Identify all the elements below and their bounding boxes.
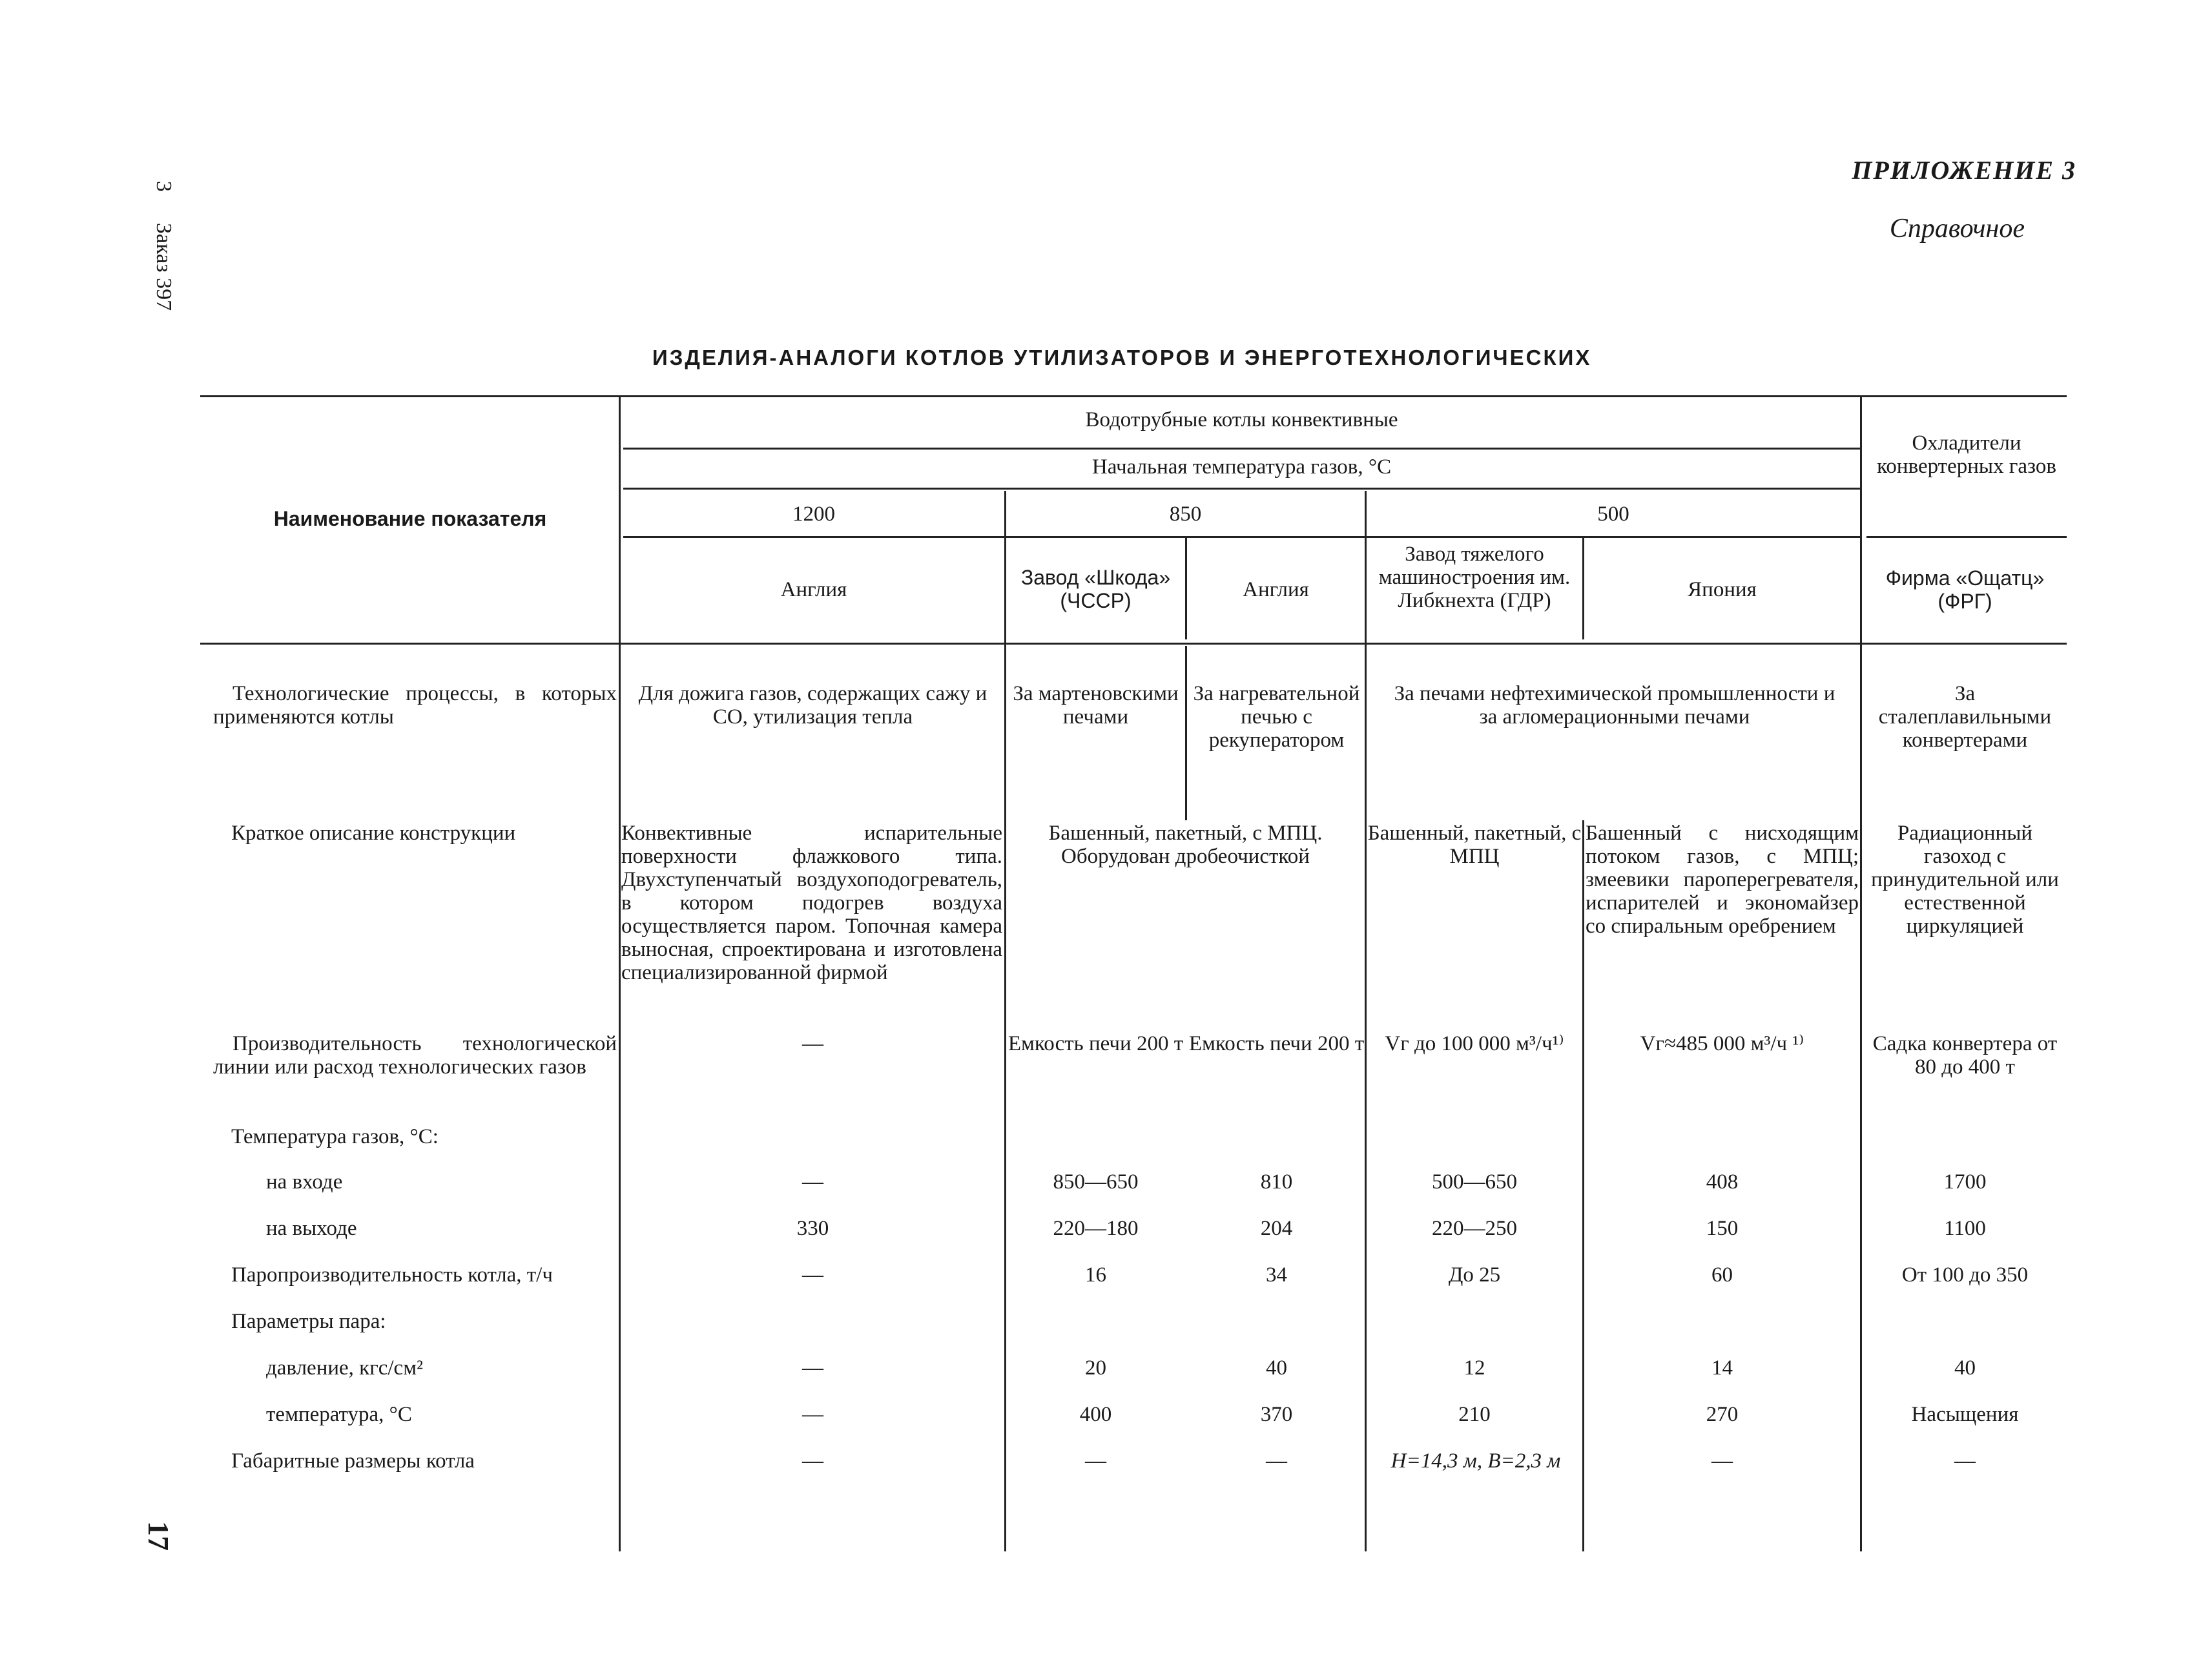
row-process-col1: Для дожига газов, содержащих сажу и СО, утилизация тепла bbox=[638, 682, 987, 729]
row-dimensions-col3: — bbox=[1266, 1449, 1287, 1473]
row-design-col5: Башенный с нисходящим потоком газов, с МПЦ; змеевики пароперегревателя, испарителей и экономайзер со спиральным оребрением bbox=[1586, 822, 1859, 938]
header-temp-500: 500 bbox=[1597, 502, 1629, 526]
row-inlet-col6: 1700 bbox=[1943, 1170, 1987, 1194]
row-dimensions-col2: — bbox=[1085, 1449, 1106, 1473]
row-temperature-col6: Насыщения bbox=[1911, 1403, 2019, 1426]
row-capacity-col1: — bbox=[802, 1032, 823, 1055]
row-steam-output-col5: 60 bbox=[1711, 1263, 1733, 1287]
row-dimensions-col5: — bbox=[1711, 1449, 1733, 1473]
header-parameter-name: Наименование показателя bbox=[273, 507, 547, 530]
appendix-label: ПРИЛОЖЕНИЕ 3 bbox=[1852, 156, 2076, 185]
column-gdr-plant: Завод тяжелого машиностроения им. Либкнехта (ГДР) bbox=[1378, 543, 1571, 612]
row-process-col2: За мартеновскими печами bbox=[1013, 682, 1179, 729]
header-watertube-group: Водотрубные котлы конвективные bbox=[1085, 408, 1398, 431]
row-outlet-col3: 204 bbox=[1260, 1217, 1293, 1240]
row-steam-output-col4: До 25 bbox=[1448, 1263, 1501, 1287]
row-pressure-col5: 14 bbox=[1711, 1356, 1733, 1380]
row-temperature-col4: 210 bbox=[1458, 1403, 1491, 1426]
row-steam-params-label: Параметры пара: bbox=[231, 1310, 386, 1333]
row-capacity-col2: Емкость печи 200 т bbox=[1008, 1032, 1184, 1055]
side-page-number-top: 3 bbox=[152, 181, 176, 192]
appendix-note: Справочное bbox=[1889, 214, 2025, 243]
row-steam-output-col1: — bbox=[802, 1263, 823, 1287]
row-dimensions-label: Габаритные размеры котла bbox=[231, 1449, 475, 1473]
row-process-col45: За печами нефтехимической промышленности и за агломерационными печами bbox=[1394, 682, 1835, 729]
row-pressure-col1: — bbox=[802, 1356, 823, 1380]
row-gas-temp-label: Температура газов, °С: bbox=[231, 1125, 439, 1148]
row-inlet-col1: — bbox=[802, 1170, 823, 1194]
row-steam-output-col2: 16 bbox=[1085, 1263, 1106, 1287]
row-capacity-col5: Vг≈485 000 м³/ч ¹⁾ bbox=[1640, 1032, 1804, 1055]
row-steam-output-col3: 34 bbox=[1266, 1263, 1287, 1287]
document-title: ИЗДЕЛИЯ-АНАЛОГИ КОТЛОВ УТИЛИЗАТОРОВ И ЭНЕРГОТЕХНОЛОГИЧЕСКИХ bbox=[652, 346, 1592, 369]
header-initial-gas-temp: Начальная температура газов, °С bbox=[1091, 455, 1392, 479]
row-design-col4: Башенный, пакетный, с МПЦ bbox=[1367, 822, 1582, 868]
row-capacity-col6: Садка конвертера от 80 до 400 т bbox=[1872, 1032, 2058, 1079]
side-page-number-bottom: 17 bbox=[142, 1521, 175, 1551]
row-dimensions-col1: — bbox=[802, 1449, 823, 1473]
row-dimensions-col4: H=14,3 м, B=2,3 м bbox=[1390, 1449, 1561, 1473]
header-temp-850: 850 bbox=[1169, 502, 1202, 526]
column-japan: Япония bbox=[1688, 578, 1757, 601]
row-temperature-col1: — bbox=[802, 1403, 823, 1426]
row-pressure-col3: 40 bbox=[1266, 1356, 1287, 1380]
row-capacity-col3: Емкость печи 200 т bbox=[1188, 1032, 1365, 1055]
row-inlet-col2: 850—650 bbox=[1053, 1170, 1139, 1194]
header-temp-1200: 1200 bbox=[792, 502, 835, 526]
row-inlet-col4: 500—650 bbox=[1432, 1170, 1517, 1194]
row-process-label: Технологические процессы, в которых применяются котлы bbox=[213, 682, 617, 729]
row-temperature-label: температура, °С bbox=[266, 1403, 412, 1426]
row-design-col23: Башенный, пакетный, с МПЦ. Оборудован дробеочисткой bbox=[1048, 822, 1323, 868]
row-steam-output-label: Паропроизводительность котла, т/ч bbox=[231, 1263, 553, 1287]
row-dimensions-col6: — bbox=[1954, 1449, 1976, 1473]
row-capacity-col4: Vг до 100 000 м³/ч¹⁾ bbox=[1385, 1032, 1564, 1055]
row-outlet-col4: 220—250 bbox=[1432, 1217, 1517, 1240]
row-outlet-col1: 330 bbox=[796, 1217, 829, 1240]
row-capacity-label: Производительность технологической линии или расход технологических газов bbox=[213, 1032, 617, 1079]
column-england-1: Англия bbox=[780, 578, 847, 601]
row-process-col3: За нагревательной печью с рекуператором bbox=[1193, 682, 1360, 752]
row-design-col1: Конвективные испарительные поверхности флажкового типа. Двухступенчатый воздухоподогреватель, в котором подогрев воздуха осуществляется паром. Топочная камера выносная, спроектирована и изготовлена специализированной фирмой bbox=[621, 822, 1002, 984]
header-converter-coolers: Охладители конвертерных газов bbox=[1877, 431, 2056, 478]
row-outlet-label: на выходе bbox=[266, 1217, 357, 1240]
column-skoda: Завод «Шкода» (ЧССР) bbox=[1020, 566, 1171, 612]
column-frg-firm: Фирма «Ощатц» (ФРГ) bbox=[1885, 566, 2045, 613]
row-inlet-col5: 408 bbox=[1706, 1170, 1739, 1194]
row-steam-output-col6: От 100 до 350 bbox=[1901, 1263, 2029, 1287]
row-temperature-col2: 400 bbox=[1079, 1403, 1112, 1426]
row-temperature-col3: 370 bbox=[1260, 1403, 1293, 1426]
row-pressure-label: давление, кгс/см² bbox=[266, 1356, 423, 1380]
row-pressure-col6: 40 bbox=[1954, 1356, 1976, 1380]
row-temperature-col5: 270 bbox=[1706, 1403, 1739, 1426]
row-inlet-label: на входе bbox=[266, 1170, 343, 1194]
row-outlet-col6: 1100 bbox=[1944, 1217, 1986, 1240]
row-outlet-col2: 220—180 bbox=[1053, 1217, 1139, 1240]
column-england-2: Англия bbox=[1243, 578, 1309, 601]
row-inlet-col3: 810 bbox=[1260, 1170, 1293, 1194]
row-pressure-col4: 12 bbox=[1463, 1356, 1485, 1380]
row-pressure-col2: 20 bbox=[1085, 1356, 1106, 1380]
row-process-col6: За сталеплавильными конвертерами bbox=[1878, 682, 2052, 752]
row-design-label: Краткое описание конструкции bbox=[231, 822, 516, 845]
row-outlet-col5: 150 bbox=[1706, 1217, 1739, 1240]
side-order-number: Заказ 397 bbox=[152, 223, 176, 311]
row-design-col6: Радиационный газоход с принудительной или естественной циркуляцией bbox=[1871, 822, 2059, 938]
